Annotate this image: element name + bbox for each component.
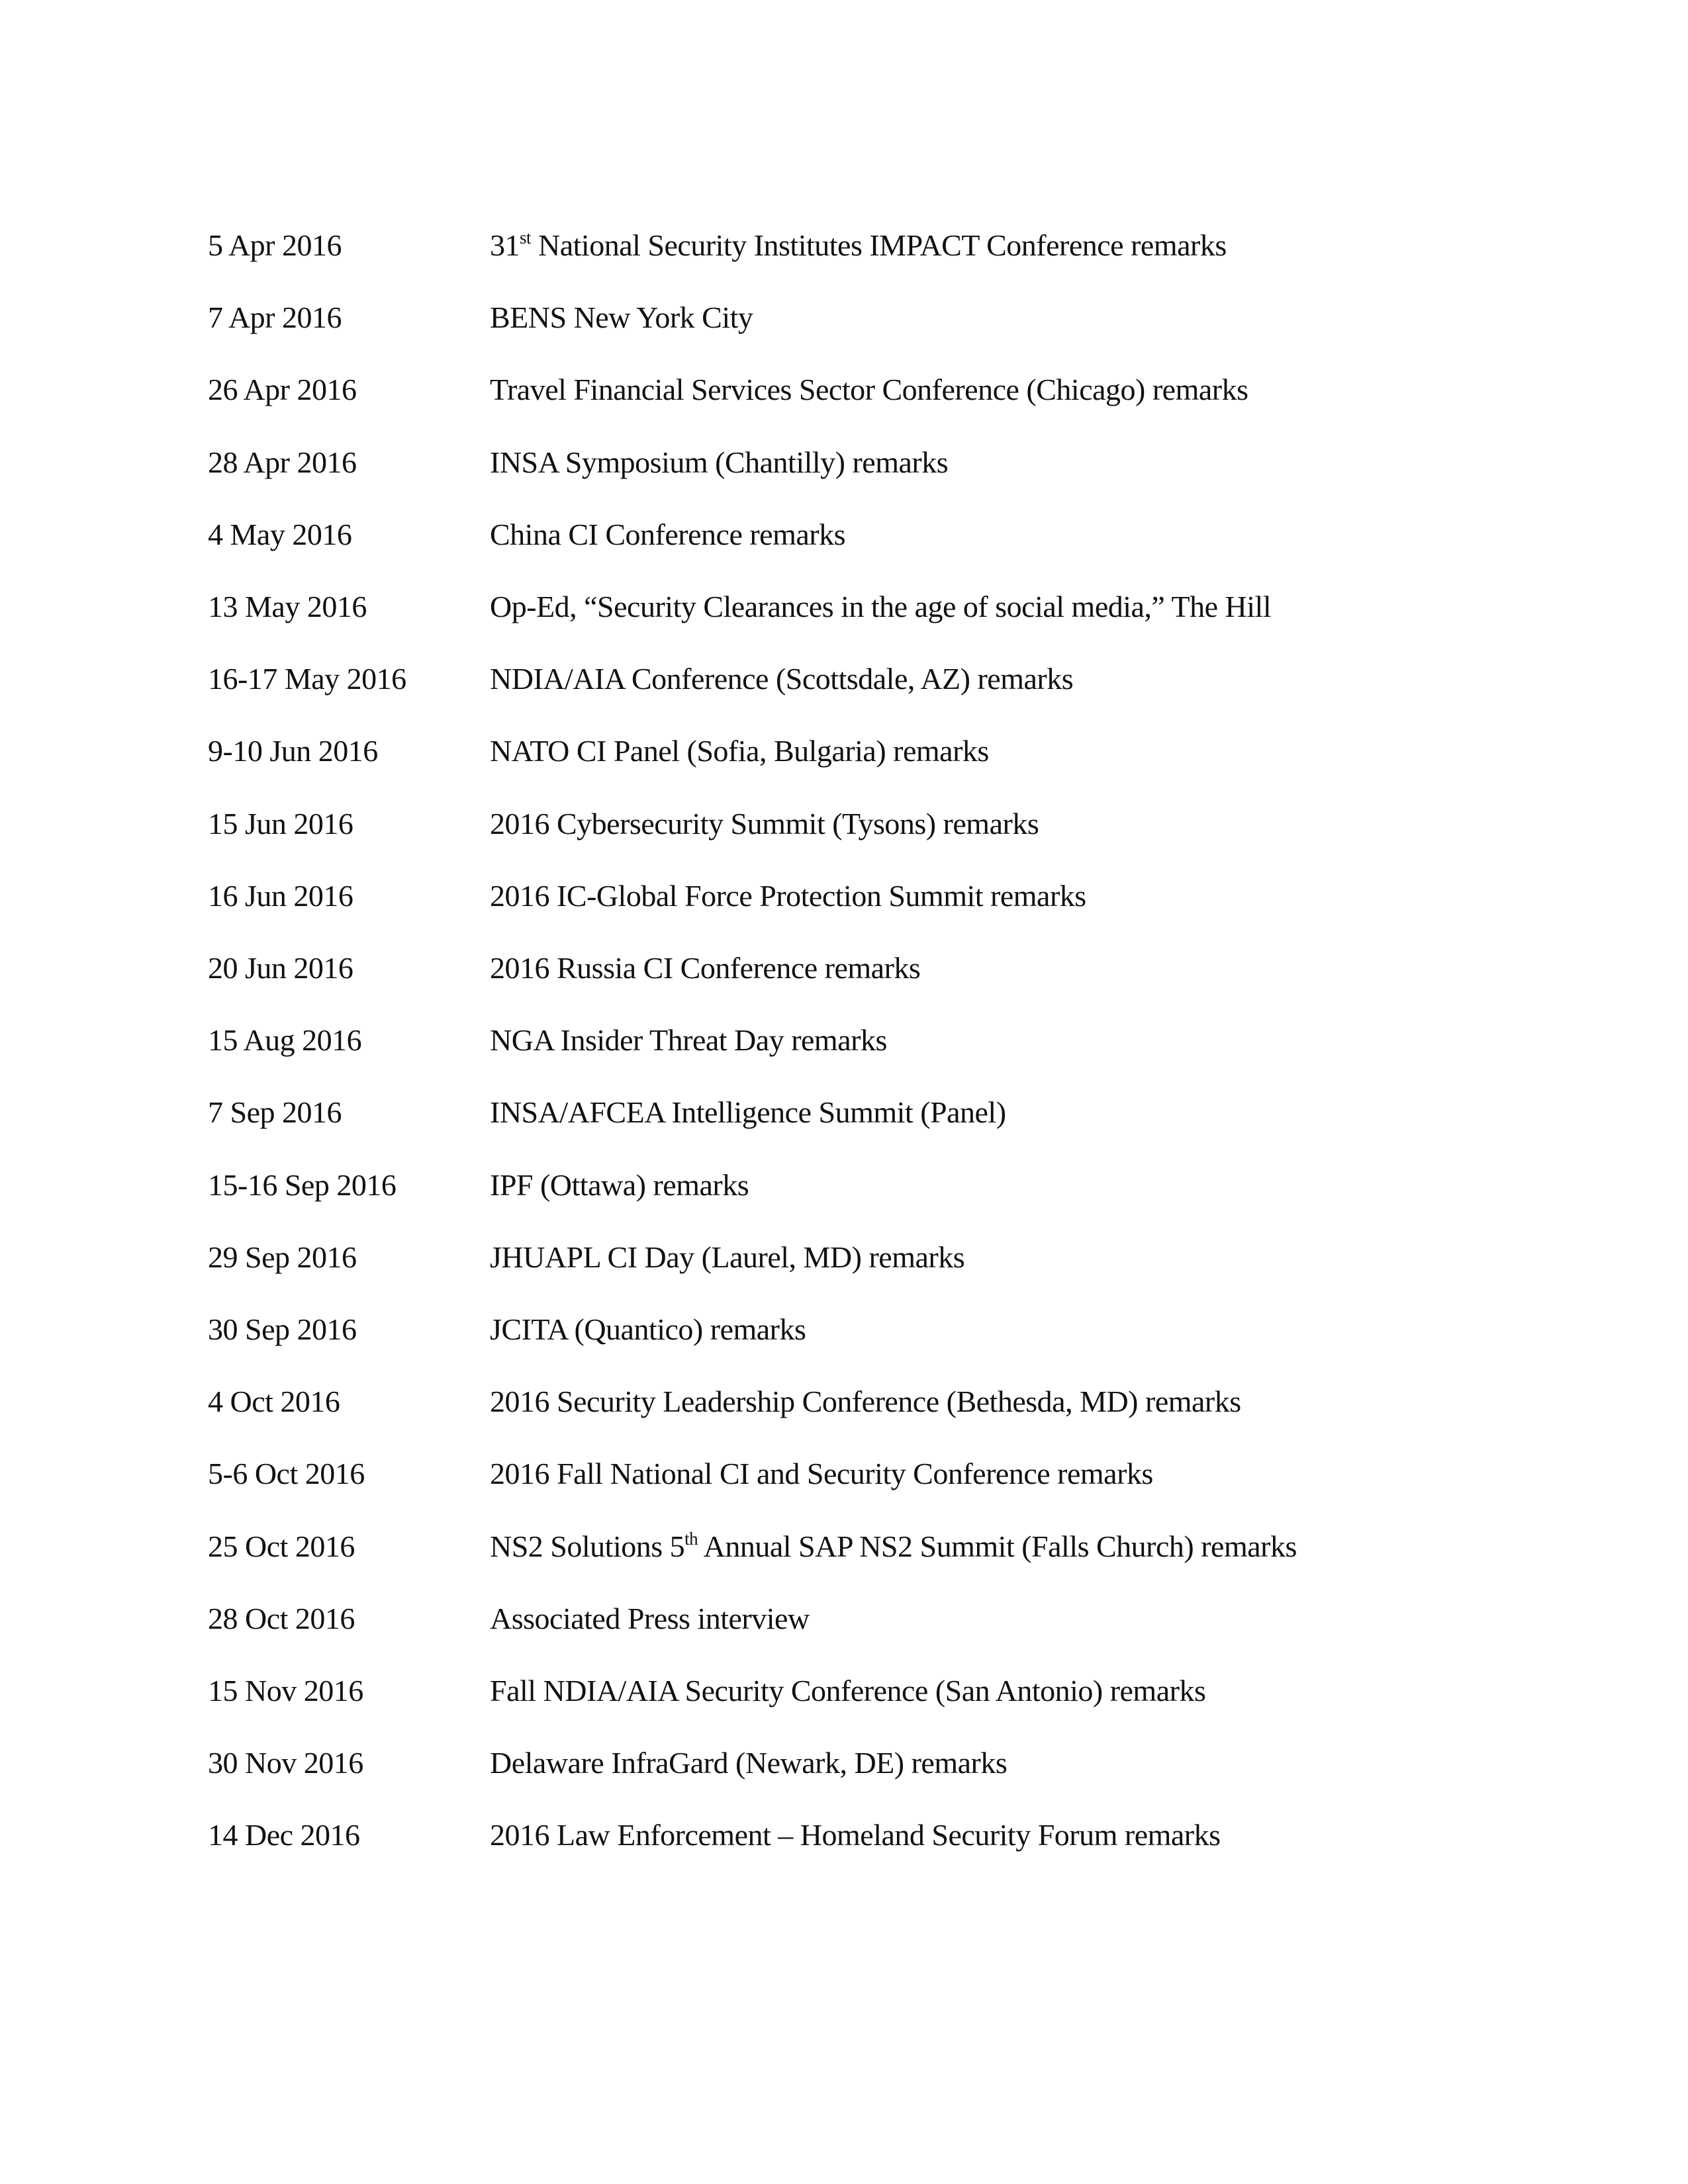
entry-date: 20 Jun 2016 bbox=[208, 951, 353, 985]
event-text-pre: NS2 Solutions 5 bbox=[490, 1529, 685, 1563]
entry-date: 30 Nov 2016 bbox=[208, 1746, 363, 1780]
entry-event bbox=[490, 370, 1248, 410]
event-text-pre: Delaware InfraGard (Newark, DE) remarks bbox=[490, 1746, 1008, 1780]
entry-event bbox=[490, 1310, 806, 1349]
entry-event bbox=[490, 1093, 1006, 1132]
entry-date: 25 Oct 2016 bbox=[208, 1529, 355, 1563]
entry-date: 14 Dec 2016 bbox=[208, 1818, 360, 1852]
event-text-pre: IPF (Ottawa) remarks bbox=[490, 1167, 749, 1202]
list-item bbox=[0, 1527, 1688, 1567]
list-item bbox=[0, 1599, 1688, 1639]
entry-date: 5 Apr 2016 bbox=[208, 228, 342, 262]
event-text-pre: 2016 Law Enforcement – Homeland Security Forum remarks bbox=[490, 1818, 1221, 1852]
event-text-pre: NATO CI Panel (Sofia, Bulgaria) remarks bbox=[490, 734, 989, 768]
entry-date: 28 Oct 2016 bbox=[208, 1601, 355, 1635]
entry-date: 4 Oct 2016 bbox=[208, 1385, 340, 1419]
entry-event bbox=[490, 876, 1086, 916]
list-item bbox=[0, 1815, 1688, 1855]
entry-date: 7 Apr 2016 bbox=[208, 300, 342, 335]
entry-event bbox=[490, 1815, 1221, 1855]
entry-date: 13 May 2016 bbox=[208, 590, 367, 623]
event-text-pre: Associated Press interview bbox=[490, 1601, 810, 1635]
entry-event bbox=[490, 298, 753, 338]
entry-event bbox=[490, 1382, 1241, 1422]
entry-date: 9-10 Jun 2016 bbox=[208, 734, 378, 768]
list-item bbox=[0, 731, 1688, 771]
list-item bbox=[0, 1382, 1688, 1422]
list-item bbox=[0, 370, 1688, 410]
event-text-pre: 2016 Fall National CI and Security Conference remarks bbox=[490, 1457, 1153, 1491]
event-text-sup: st bbox=[520, 228, 532, 248]
list-item bbox=[0, 876, 1688, 916]
list-item bbox=[0, 1238, 1688, 1277]
entry-date: 4 May 2016 bbox=[208, 517, 352, 551]
entry-date: 29 Sep 2016 bbox=[208, 1240, 357, 1274]
entry-event bbox=[490, 1454, 1153, 1494]
event-text-sup: th bbox=[684, 1528, 698, 1549]
list-item bbox=[0, 587, 1688, 627]
event-text-pre: Op-Ed, “Security Clearances in the age of social media,” The Hill bbox=[490, 590, 1272, 623]
event-text-pre: 31 bbox=[490, 228, 520, 262]
event-text-pre: INSA Symposium (Chantilly) remarks bbox=[490, 445, 949, 479]
event-text-pre: NDIA/AIA Conference (Scottsdale, AZ) remarks bbox=[490, 662, 1074, 696]
entry-date: 30 Sep 2016 bbox=[208, 1312, 357, 1346]
entry-date: 16 Jun 2016 bbox=[208, 878, 353, 913]
entry-event bbox=[490, 1743, 1007, 1783]
event-text-pre: JCITA (Quantico) remarks bbox=[490, 1312, 806, 1346]
event-text-pre: Fall NDIA/AIA Security Conference (San Antonio) remarks bbox=[490, 1674, 1206, 1707]
list-item bbox=[0, 515, 1688, 555]
list-item bbox=[0, 1093, 1688, 1132]
list-item bbox=[0, 1165, 1688, 1205]
list-item bbox=[0, 226, 1688, 265]
list-item bbox=[0, 1310, 1688, 1349]
list-item bbox=[0, 298, 1688, 338]
list-item bbox=[0, 443, 1688, 482]
entry-event bbox=[490, 731, 989, 771]
entry-event bbox=[490, 1165, 749, 1205]
entry-event bbox=[490, 1599, 810, 1639]
entry-date: 26 Apr 2016 bbox=[208, 373, 357, 407]
event-text-post: Annual SAP NS2 Summit (Falls Church) remarks bbox=[698, 1529, 1297, 1563]
entry-event bbox=[490, 804, 1039, 844]
entry-date: 15 Nov 2016 bbox=[208, 1674, 363, 1707]
event-text-pre: Travel Financial Services Sector Conference (Chicago) remarks bbox=[490, 373, 1248, 407]
entry-date: 15 Jun 2016 bbox=[208, 806, 353, 841]
entry-event bbox=[490, 515, 845, 555]
entry-event bbox=[490, 1021, 887, 1060]
entry-event bbox=[490, 226, 1227, 265]
event-text-pre: 2016 Russia CI Conference remarks bbox=[490, 951, 921, 985]
entry-date: 5-6 Oct 2016 bbox=[208, 1457, 365, 1491]
entry-date: 15-16 Sep 2016 bbox=[208, 1167, 397, 1202]
entry-event bbox=[490, 1527, 1297, 1567]
event-text-pre: BENS New York City bbox=[490, 300, 753, 335]
entry-event bbox=[490, 948, 920, 988]
list-item bbox=[0, 948, 1688, 988]
event-text-pre: NGA Insider Threat Day remarks bbox=[490, 1023, 887, 1058]
list-item bbox=[0, 1021, 1688, 1060]
entry-event bbox=[490, 443, 948, 482]
list-item bbox=[0, 1743, 1688, 1783]
entry-event bbox=[490, 587, 1271, 627]
list-item bbox=[0, 1671, 1688, 1711]
event-text-pre: China CI Conference remarks bbox=[490, 517, 846, 551]
entry-date: 7 Sep 2016 bbox=[208, 1095, 342, 1130]
entry-date: 16-17 May 2016 bbox=[208, 662, 406, 696]
event-text-pre: 2016 Security Leadership Conference (Bethesda, MD) remarks bbox=[490, 1385, 1241, 1419]
list-item bbox=[0, 804, 1688, 844]
event-text-pre: JHUAPL CI Day (Laurel, MD) remarks bbox=[490, 1240, 965, 1274]
entry-event bbox=[490, 659, 1073, 699]
list-item bbox=[0, 659, 1688, 699]
entry-event bbox=[490, 1671, 1205, 1711]
event-text-post: National Security Institutes IMPACT Conference remarks bbox=[531, 228, 1227, 262]
entry-date: 28 Apr 2016 bbox=[208, 445, 357, 479]
event-text-pre: INSA/AFCEA Intelligence Summit (Panel) bbox=[490, 1095, 1006, 1130]
entry-event bbox=[490, 1238, 964, 1277]
event-text-pre: 2016 Cybersecurity Summit (Tysons) remarks bbox=[490, 806, 1039, 841]
entry-date: 15 Aug 2016 bbox=[208, 1023, 362, 1058]
list-item bbox=[0, 1454, 1688, 1494]
event-text-pre: 2016 IC-Global Force Protection Summit remarks bbox=[490, 878, 1086, 913]
